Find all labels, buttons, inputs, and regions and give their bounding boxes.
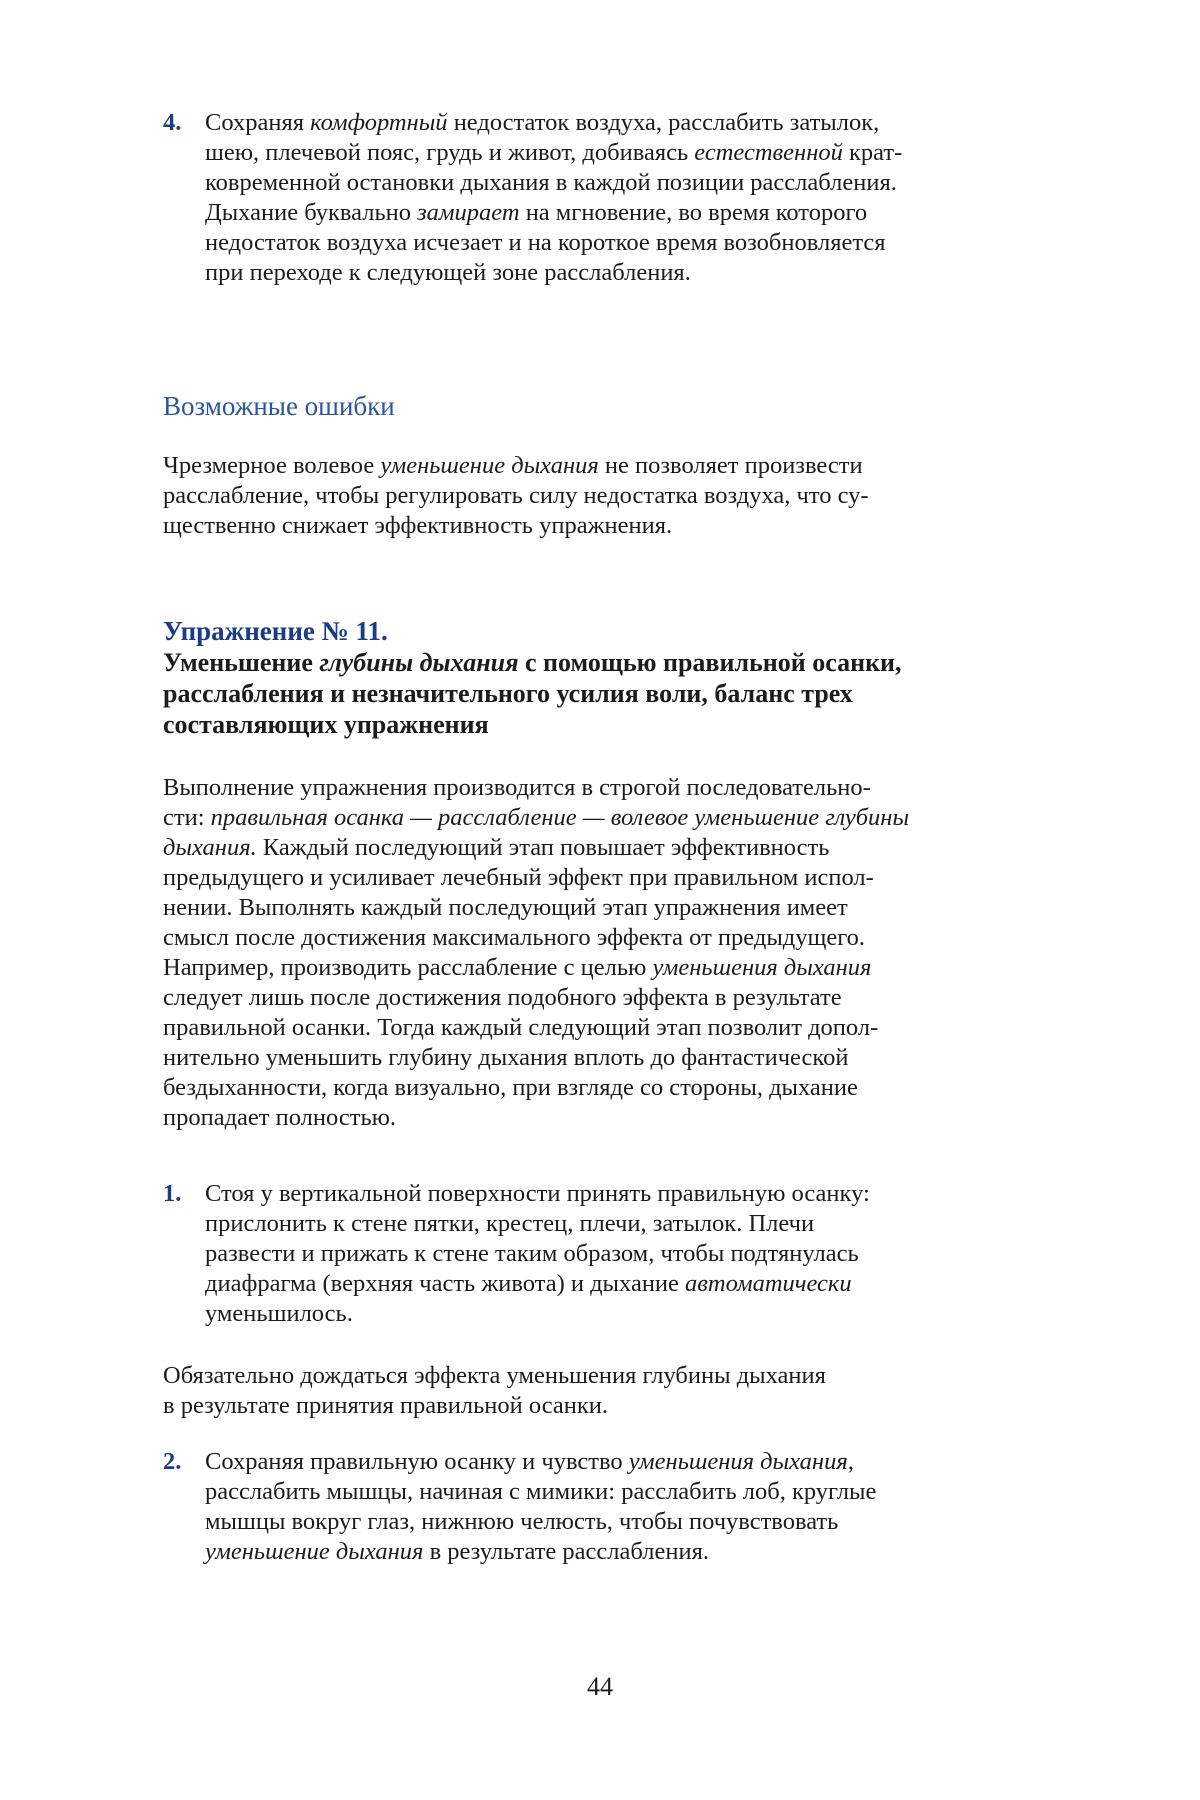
possible-errors-heading: Возможные ошибки xyxy=(163,391,395,421)
exercise-11-heading: Упражнение № 11. xyxy=(163,616,388,646)
exercise-11-subtitle: Уменьшение глубины дыхания с помощью правильной осанки, расслабления и незначительного усилия воли, баланс трех составляющих упражнения xyxy=(163,648,902,739)
list-item-2-number: 2. xyxy=(163,1448,182,1475)
list-item-2-text: Сохраняя правильную осанку и чувство уменьшения дыхания, расслабить мышцы, начиная с мимики: расслабить лоб, круглые мышцы вокруг глаз, нижнюю челюсть, чтобы почувствовать уменьшение дыхания в результате расслабления. xyxy=(205,1448,877,1565)
list-item-1-text: Стоя у вертикальной поверхности принять правильную осанку: прислонить к стене пятки, крестец, плечи, затылок. Плечи развести и прижать к стене таким образом, чтобы подтянулась диафрагма (верхняя часть живота) и дыхание автоматически уменьшилось. xyxy=(205,1180,870,1327)
note-paragraph: Обязательно дождаться эффекта уменьшения глубины дыхания в результате принятия правильной осанки. xyxy=(163,1362,826,1419)
exercise-11-intro-paragraph: Выполнение упражнения производится в строгой последовательно- сти: правильная осанка — расслабление — волевое уменьшение глубины дыхания. Каждый последующий этап повышает эффективность предыдущего и усиливает лечебный эффект при правильном испол- нении. Выполнять каждый последующий этап упражнения имеет смысл после достижения максимального эффекта от предыдущего. Например, производить расслабление с целью уменьшения дыхания следует лишь после достижения подобного эффекта в результате правильной осанки. Тогда каждый следующий этап позволит допол- нительно уменьшить глубину дыхания вплоть до фантастической бездыханности, когда визуально, при взгляде со стороны, дыхание пропадает полностью. xyxy=(163,774,910,1131)
list-item-4 xyxy=(163,108,953,288)
page-content xyxy=(163,108,953,1567)
list-item-1 xyxy=(163,1179,953,1329)
list-item-2 xyxy=(163,1447,953,1567)
list-item-4-text: Сохраняя комфортный недостаток воздуха, расслабить затылок, шею, плечевой пояс, грудь и живот, добиваясь естественной крат- ковременной остановки дыхания в каждой позиции расслабления. Дыхание буквально замирает на мгновение, во время которого недостаток воздуха исчезает и на короткое время возобновляется при переходе к следующей зоне расслабления. xyxy=(205,109,903,286)
list-item-4-number: 4. xyxy=(163,109,182,136)
list-item-1-number: 1. xyxy=(163,1180,182,1207)
page-number: 44 xyxy=(587,1672,613,1701)
possible-errors-paragraph: Чрезмерное волевое уменьшение дыхания не позволяет произвести расслабление, чтобы регулировать силу недостатка воздуха, что су- щественно снижает эффективность упражнения. xyxy=(163,452,869,539)
